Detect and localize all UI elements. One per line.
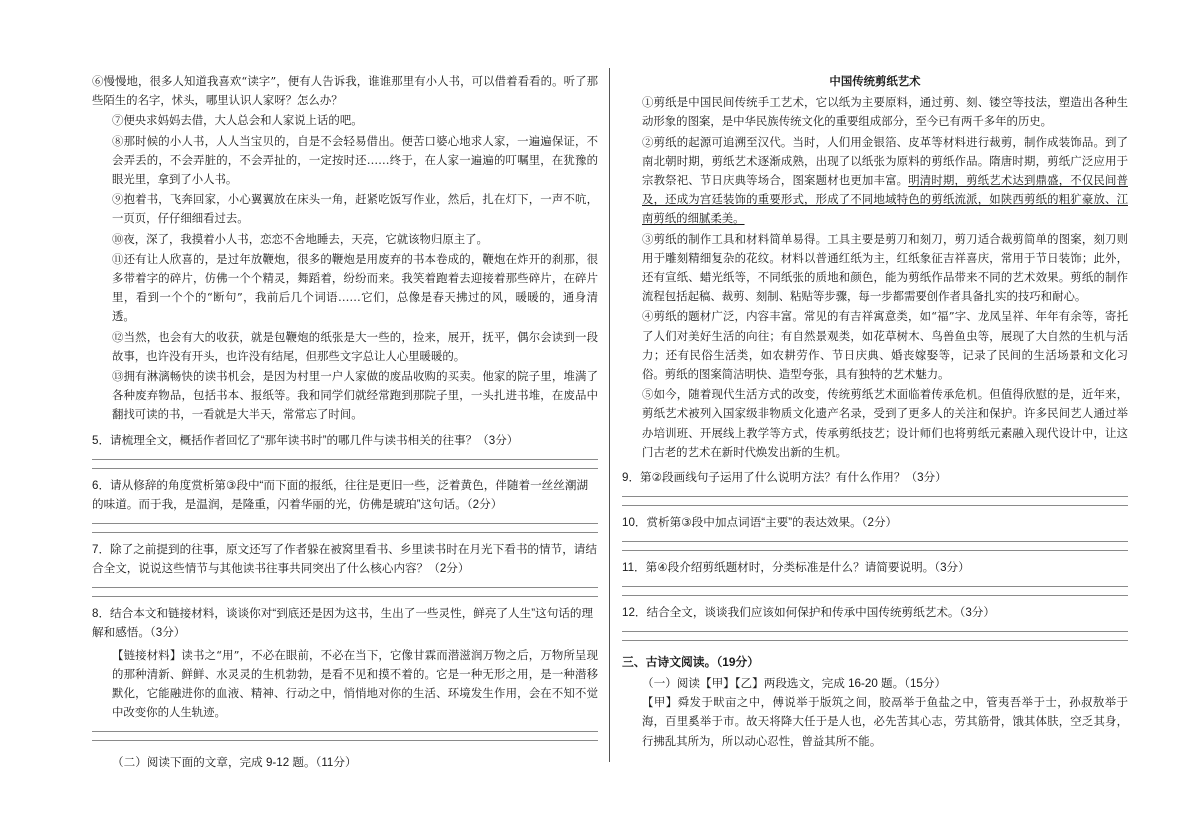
- answer-line[interactable]: [92, 596, 598, 597]
- question-7: 7．除了之前提到的往事，原文还写了作者躲在被窝里看书、乡里读书时在月光下看书的情节，请结合全文，说说这些情节与其他读书往事共同突出了什么核心内容？（2分）: [92, 542, 597, 575]
- answer-line[interactable]: [622, 595, 1128, 596]
- answer-line[interactable]: [92, 731, 598, 732]
- article-paragraph-1: ①剪纸是中国民间传统手工艺术，它以纸为主要原料，通过剪、刻、镂空等技法，塑造出各种生动形象的图案，是中华民族传统文化的重要组成部分，至今已有两千多年的历史。: [642, 95, 1128, 129]
- paragraph-13: ⑬拥有淋漓畅快的读书机会，是因为村里一户人家做的废品收购的买卖。他家的院子里，堆满了各种废弃物品，包括书本、报纸等。我和同学们就经常跑到那院子里，一头扎进书堆，在废品中翻找可读的书，一看就是大半天，常常忘了时间。: [112, 369, 598, 422]
- answer-line[interactable]: [622, 550, 1128, 551]
- answer-line[interactable]: [92, 523, 598, 524]
- column-divider: [609, 68, 610, 762]
- question-11: 11．第④段介绍剪纸题材时，分类标准是什么？请简要说明。（3分）: [622, 561, 970, 575]
- answer-line[interactable]: [92, 468, 598, 469]
- answer-line[interactable]: [622, 640, 1128, 641]
- paragraph-8: ⑧那时候的小人书，人人当宝贝的，自是不会轻易借出。便苦口婆心地求人家，一遍遍保证，不会弄丢的，不会弄脏的，不会弄扯的，一定按时还……终于，在人家一遍遍的叮嘱里，在犹豫的眼光里，拿到了小人书。: [112, 133, 598, 187]
- paragraph-6: ⑥慢慢地，很多人知道我喜欢“读字”，便有人告诉我，谁谁那里有小人书，可以借着看看的。听了那些陌生的名字，怵头，哪里认识人家呀？怎么办？: [92, 74, 598, 108]
- answer-line[interactable]: [622, 586, 1128, 587]
- paragraph-10: ⑩夜，深了，我摸着小人书，恋恋不舍地睡去，天亮，它就该物归原主了。: [112, 231, 488, 246]
- section-3-heading: 三、古诗文阅读。（19分）: [622, 655, 759, 670]
- question-6: 6．请从修辞的角度赏析第③段中“而下面的报纸，往往是更旧一些，泛着黄色，伴随着一丝丝潮湖的味道。而于我，是温润，是隆重，闪着华丽的光，仿佛是琥珀”这句话。（2分）: [92, 478, 589, 511]
- question-9: 9．第②段画线句子运用了什么说明方法？有什么作用？（3分）: [622, 471, 947, 485]
- article-paragraph-5: ⑤如今，随着现代生活方式的改变，传统剪纸艺术面临着传承危机。但值得欣慰的是，近年来，剪纸艺术被列入国家级非物质文化遗产名录，受到了更多人的关注和保护。许多民间艺人通过举办培训班、开展线上教学等方式，传承剪纸技艺；设计师们也将剪纸元素融入现代设计中，让这门古老的艺术在新时代焕发出新的生机。: [642, 387, 1128, 459]
- paragraph-12: ⑫当然，也会有大的收获，就是包鞭炮的纸张是大一些的，捡来，展开，抚平，偶尔会读到一段故事，也许没有开头，也许没有结尾，但那些文字总让人心里暖暖的。: [112, 329, 598, 363]
- answer-line[interactable]: [92, 587, 598, 588]
- paragraph-9: ⑨抱着书，飞奔回家，小心翼翼放在床头一角，赶紧吃饭写作业，然后，扎在灯下，一声不吭，一页页，仔仔细细看过去。: [112, 192, 598, 226]
- underlined-sentence: 明清时期，剪纸艺术达到鼎盛，不仅民间普及，还成为宫廷装饰的重要形式，形成了不同地域特色的剪纸流派，如陕西剪纸的粗犷豪放、江南剪纸的细腻柔美。: [642, 173, 1128, 226]
- paragraph-2-text: ②剪纸的起源可追溯至汉代。当时，人们用金银箔、皮革等材料进行裁剪，制作成装饰品。到了南北朝时期，剪纸艺术逐渐成熟，出现了以纸张为原料的剪纸作品。隋唐时期，剪纸广泛应用于宗教祭祀、节日庆典等场合，图案题材也更加丰富。: [642, 134, 1128, 188]
- answer-line[interactable]: [622, 631, 1128, 632]
- link-material: 【链接材料】读书之“用”，不必在眼前，不必在当下，它像甘霖而潜滋润万物之后，万物所呈现的那种清新、鲜鲜、水灵灵的生机勃勃，是看不见和摸不着的。它是一种无形之用，是一种潜移默化，它能融进你的血液、精神、行动之中，悄悄地对你的生活、环境发生作用，会在不知不觉中改变你的人生轨迹。: [112, 647, 598, 720]
- paragraph-11: ⑪还有让人欣喜的，是过年放鞭炮，很多的鞭炮是用废弃的书本卷成的，鞭炮在炸开的刹那，很多带着字的碎片，仿佛一个个精灵，舞蹈着，纷纷而来。我笑着跑着去迎接着那些碎片，在碎片里，看到一个个的“断句”，我前后几个词语……它们，总像是春天拂过的风，暖暖的，通身清透。: [112, 251, 598, 324]
- answer-line[interactable]: [92, 532, 598, 533]
- paragraph-7: ⑦便央求妈妈去借，大人总会和人家说上话的吧。: [112, 113, 363, 128]
- article-paragraph-2: [622, 133, 1128, 229]
- question-12: 12．结合全文，谈谈我们应该如何保护和传承中国传统剪纸艺术。（3分）: [622, 606, 995, 620]
- article-paragraph-4: ④剪纸的题材广泛，内容丰富。常见的有吉祥寓意类，如“福”字、龙凤呈祥、年年有余等，寄托了人们对美好生活的向往；有自然景观类，如花草树木、鸟兽鱼虫等，展现了大自然的生机与活力；还有民俗生活类，如农耕劳作、节日庆典、婚丧嫁娶等，记录了民间的生活场景和文化习俗。剪纸的图案简洁明快、造型夸张，具有独特的艺术魅力。: [642, 309, 1128, 382]
- question-10: 10．赏析第③段中加点词语“主要”的表达效果。（2分）: [622, 516, 898, 530]
- question-8: 8．结合本文和链接材料，谈谈你对“到底还是因为这书，生出了一些灵性，鲜亮了人生”这句话的理解和感悟。（3分）: [92, 606, 594, 639]
- answer-line[interactable]: [622, 541, 1128, 542]
- article-title: 中国传统剪纸艺术: [829, 74, 921, 88]
- left-column: [92, 72, 598, 773]
- passage-jia: 【甲】舜发于畎亩之中，傅说举于版筑之间，胶鬲举于鱼盐之中，管夷吾举于士，孙叔敖举于海，百里奚举于市。故天将降大任于是人也，必先苦其心志，劳其筋骨，饿其体肤，空乏其身，行拂乱其所为，所以动心忍性，曾益其所不能。: [642, 695, 1128, 748]
- question-5: 5．请梳理全文，概括作者回忆了“那年读书时”的哪几件与读书相关的往事？（3分）: [92, 433, 519, 447]
- answer-line[interactable]: [92, 740, 598, 741]
- answer-line[interactable]: [92, 459, 598, 460]
- article-paragraph-3: ③剪纸的制作工具和材料简单易得。工具主要是剪刀和刻刀，剪刀适合裁剪简单的图案，刻刀则用于雕刻精细复杂的花纹。材料以普通红纸为主，红纸象征吉祥喜庆，常用于节日装饰；此外，还有宣纸、蜡光纸等，不同纸张的质地和颜色，能为剪纸作品带来不同的艺术效果。剪纸的制作流程包括起稿、裁剪、刻制、粘贴等步骤，每一步都需要创作者具备扎实的技巧和耐心。: [642, 231, 1128, 304]
- right-column: [622, 72, 1128, 752]
- answer-line[interactable]: [622, 505, 1128, 506]
- section-3-subheading: （一）阅读【甲】【乙】两段选文，完成 16-20 题。（15分）: [642, 677, 947, 691]
- section-2-heading: （二）阅读下面的文章，完成 9-12 题。（11分）: [112, 756, 357, 770]
- answer-line[interactable]: [622, 496, 1128, 497]
